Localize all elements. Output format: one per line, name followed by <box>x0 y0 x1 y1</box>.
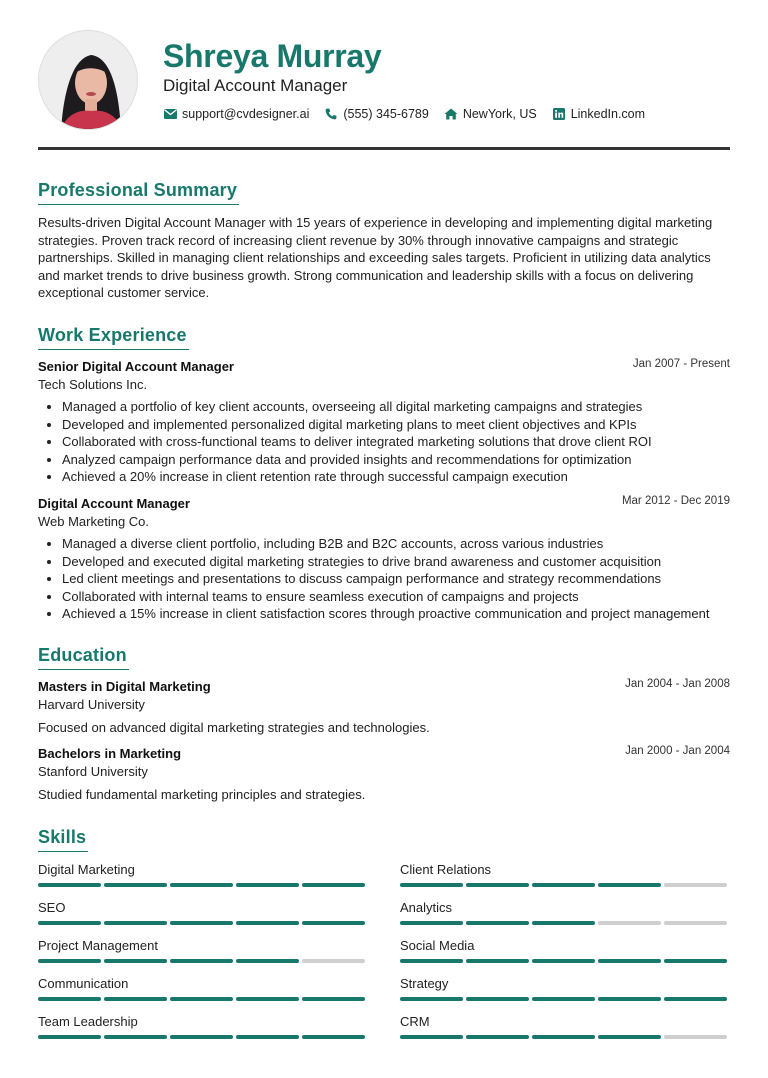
degree-title: Masters in Digital Marketing <box>38 678 211 694</box>
school-name: Stanford University <box>38 763 148 779</box>
skill-level-bar <box>38 959 368 963</box>
contact-linkedin[interactable] <box>552 107 645 121</box>
skill-level-filled <box>170 921 233 925</box>
skill-level-filled <box>170 959 233 963</box>
skill-name: CRM <box>400 1013 430 1029</box>
bullet-item: • Developed and implemented personalized digital marketing plans to meet client objectives and KPIs <box>62 416 730 434</box>
skill-level-filled <box>466 959 529 963</box>
skill-level-empty <box>664 1035 727 1039</box>
skill-level-filled <box>466 883 529 887</box>
skill-name: Strategy <box>400 975 449 991</box>
skill-item <box>400 1014 730 1039</box>
skill-level-filled <box>236 997 299 1001</box>
skill-level-filled <box>598 959 661 963</box>
skill-level-filled <box>466 921 529 925</box>
candidate-name: Shreya Murray <box>163 38 382 74</box>
skill-name: Team Leadership <box>38 1013 138 1029</box>
skill-level-filled <box>598 1035 661 1039</box>
skill-level-filled <box>38 1035 101 1039</box>
job-title: Senior Digital Account Manager <box>38 358 234 374</box>
skill-level-bar <box>38 997 368 1001</box>
bullet-item: • Achieved a 20% increase in client retention rate through successful campaign execution <box>62 468 730 486</box>
resume-header <box>38 30 730 132</box>
skill-level-empty <box>664 883 727 887</box>
skill-level-filled <box>302 1035 365 1039</box>
skills-grid <box>38 862 730 1052</box>
skill-level-filled <box>532 883 595 887</box>
job-bullets <box>38 398 730 486</box>
linkedin-icon <box>552 107 566 121</box>
skill-level-filled <box>302 883 365 887</box>
skill-level-filled <box>236 1035 299 1039</box>
contact-phone-text: (555) 345-6789 <box>343 107 429 121</box>
bullet-item: • Led client meetings and presentations to discuss campaign performance and strategy recommendations <box>62 570 730 588</box>
skill-level-filled <box>38 959 101 963</box>
skill-level-bar <box>400 1035 730 1039</box>
resume-page <box>38 30 730 1052</box>
contact-email-text: support@cvdesigner.ai <box>182 107 310 121</box>
skill-level-filled <box>104 959 167 963</box>
job-title: Digital Account Manager <box>38 495 190 511</box>
skill-level-filled <box>38 997 101 1001</box>
skill-level-filled <box>466 997 529 1001</box>
skill-level-filled <box>104 1035 167 1039</box>
school-name: Harvard University <box>38 696 145 712</box>
skill-level-filled <box>532 921 595 925</box>
skill-level-filled <box>400 997 463 1001</box>
contact-location-text: NewYork, US <box>462 107 537 121</box>
bullet-item: • Achieved a 15% increase in client satisfaction scores through proactive communication and project management <box>62 605 730 623</box>
education-dates: Jan 2004 - Jan 2008 <box>625 677 730 690</box>
bullet-item: • Collaborated with cross-functional teams to deliver integrated marketing solutions that drove client ROI <box>62 433 730 451</box>
skill-level-filled <box>104 921 167 925</box>
education-dates: Jan 2000 - Jan 2004 <box>625 744 730 757</box>
summary-heading: Professional Summary <box>38 180 239 205</box>
bullet-item: • Analyzed campaign performance data and provided insights and recommendations for optimization <box>62 451 730 469</box>
skill-level-empty <box>302 959 365 963</box>
skill-item <box>400 862 730 887</box>
experience-section <box>38 325 730 623</box>
header-divider <box>38 147 730 150</box>
skill-level-filled <box>532 997 595 1001</box>
envelope-icon <box>163 107 177 121</box>
home-icon <box>444 107 458 121</box>
job-entry <box>38 495 730 623</box>
skill-level-bar <box>38 883 368 887</box>
contact-location <box>444 107 537 121</box>
skill-level-filled <box>104 997 167 1001</box>
skill-level-filled <box>38 921 101 925</box>
skill-name: Client Relations <box>400 861 492 877</box>
job-dates: Mar 2012 - Dec 2019 <box>621 494 730 507</box>
skill-item <box>38 976 368 1001</box>
skill-level-filled <box>170 883 233 887</box>
skills-left-column <box>38 862 368 1052</box>
education-description: Studied fundamental marketing principles and strategies. <box>38 786 366 802</box>
job-entry <box>38 358 730 486</box>
contact-linkedin-text: LinkedIn.com <box>570 107 646 121</box>
header-text <box>163 38 730 121</box>
contact-row <box>163 107 730 121</box>
skill-name: Communication <box>38 975 129 991</box>
skill-item <box>38 1014 368 1039</box>
skill-level-empty <box>598 921 661 925</box>
skill-level-filled <box>598 883 661 887</box>
job-bullets <box>38 535 730 623</box>
education-section <box>38 645 730 803</box>
bullet-item: • Developed and executed digital marketing strategies to drive brand awareness and customer acquisition <box>62 553 730 571</box>
skill-level-bar <box>38 921 368 925</box>
skills-heading: Skills <box>38 827 88 852</box>
skill-level-filled <box>400 883 463 887</box>
skill-level-filled <box>302 921 365 925</box>
contact-email[interactable] <box>163 107 309 121</box>
avatar <box>38 30 138 130</box>
skill-level-bar <box>400 921 730 925</box>
skill-name: SEO <box>38 899 66 915</box>
skill-level-filled <box>400 1035 463 1039</box>
contact-phone[interactable] <box>324 107 428 121</box>
job-company: Web Marketing Co. <box>38 513 150 529</box>
skill-level-filled <box>170 997 233 1001</box>
skill-level-filled <box>400 921 463 925</box>
skill-level-filled <box>302 997 365 1001</box>
skill-level-filled <box>532 1035 595 1039</box>
experience-heading: Work Experience <box>38 325 189 350</box>
degree-title: Bachelors in Marketing <box>38 745 182 761</box>
skill-level-filled <box>466 1035 529 1039</box>
summary-section <box>38 180 730 302</box>
skill-item <box>38 900 368 925</box>
skill-level-filled <box>532 959 595 963</box>
skill-level-filled <box>236 921 299 925</box>
skill-name: Digital Marketing <box>38 861 135 877</box>
skill-level-filled <box>236 959 299 963</box>
skill-level-filled <box>38 883 101 887</box>
skill-item <box>400 976 730 1001</box>
skill-level-bar <box>38 1035 368 1039</box>
skill-level-filled <box>664 959 727 963</box>
skill-level-filled <box>400 959 463 963</box>
skill-name: Social Media <box>400 937 475 953</box>
job-company: Tech Solutions Inc. <box>38 376 148 392</box>
bullet-item: • Managed a diverse client portfolio, including B2B and B2C accounts, across various industries <box>62 535 730 553</box>
skill-level-filled <box>664 997 727 1001</box>
skill-item <box>38 938 368 963</box>
skill-item <box>400 900 730 925</box>
summary-text: Results-driven Digital Account Manager with 15 years of experience in developing and implementing digital marketing strategies. Proven track record of increasing client revenue by 30% through innovative campaigns and strategic partnerships. Skilled in managing client relationships and exceeding sales targets. Proficient in utilizing data analytics and market trends to drive business growth. Strong communication and leadership skills with a focus on delivering exceptional customer service. <box>38 215 713 301</box>
education-entry <box>38 678 730 736</box>
skill-level-filled <box>170 1035 233 1039</box>
job-dates: Jan 2007 - Present <box>632 357 730 370</box>
bullet-item: • Managed a portfolio of key client accounts, overseeing all digital marketing campaigns and strategies <box>62 398 730 416</box>
education-heading: Education <box>38 645 129 670</box>
skills-section <box>38 827 730 1052</box>
skill-level-filled <box>236 883 299 887</box>
skill-name: Project Management <box>38 937 158 953</box>
education-entry <box>38 745 730 803</box>
skill-level-filled <box>598 997 661 1001</box>
phone-icon <box>324 107 338 121</box>
skills-right-column <box>400 862 730 1052</box>
skill-level-bar <box>400 959 730 963</box>
skill-item <box>38 862 368 887</box>
education-description: Focused on advanced digital marketing strategies and technologies. <box>38 719 430 735</box>
skill-level-bar <box>400 997 730 1001</box>
skill-level-bar <box>400 883 730 887</box>
skill-name: Analytics <box>400 899 453 915</box>
skill-level-filled <box>104 883 167 887</box>
skill-level-empty <box>664 921 727 925</box>
skill-item <box>400 938 730 963</box>
candidate-role: Digital Account Manager <box>163 76 348 95</box>
bullet-item: • Collaborated with internal teams to ensure seamless execution of campaigns and projects <box>62 588 730 606</box>
